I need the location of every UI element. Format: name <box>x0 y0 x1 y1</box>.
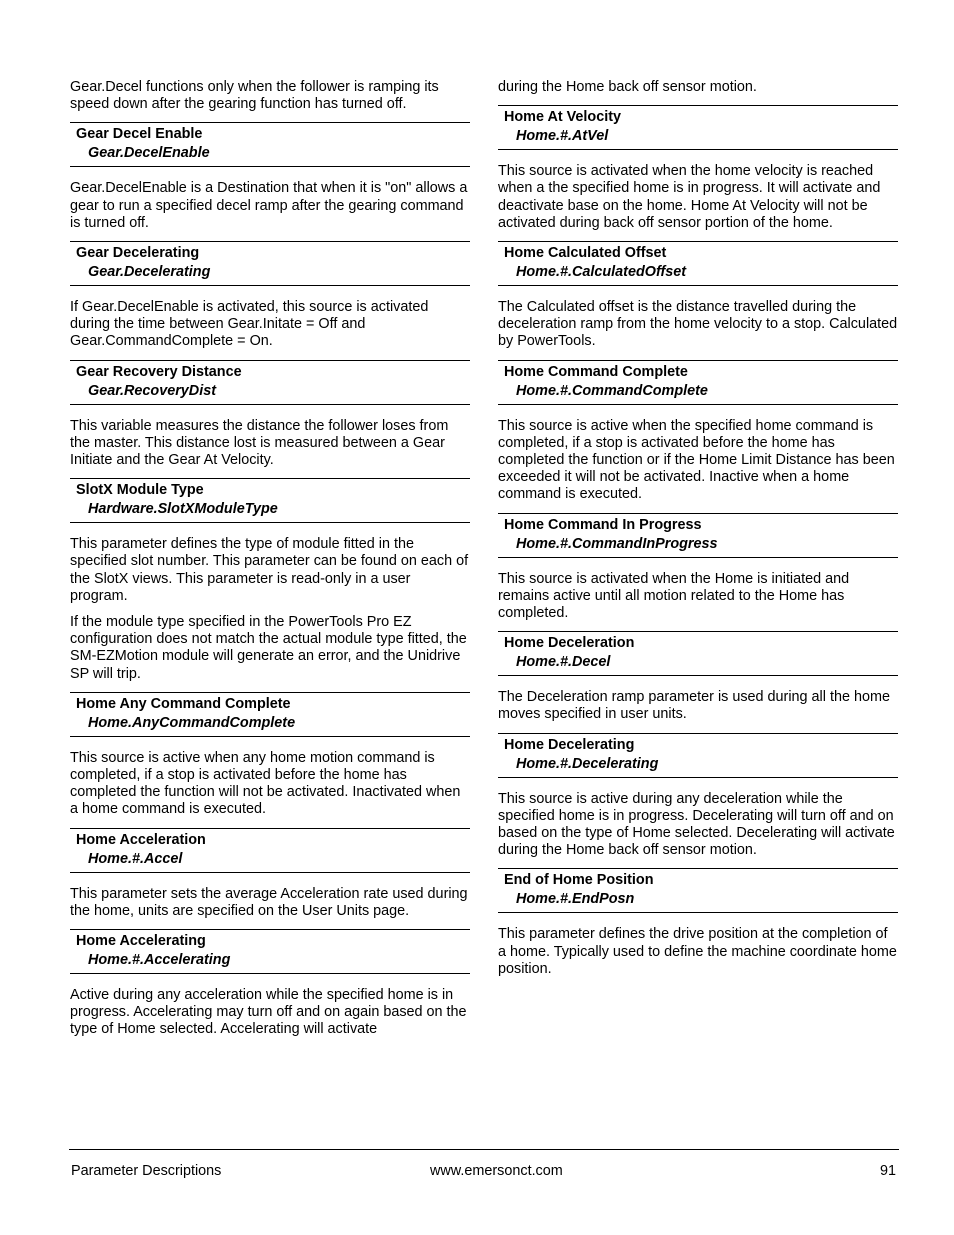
parameter-description: This variable measures the distance the follower loses from the master. This distance lost is measured between a Gear Initiate and the Gear At Velocity. <box>70 417 449 469</box>
parameter-description: This source is activated when the home velocity is reached when a the specified home is in progress. It will activate and deactivate base on the home. Home At Velocity will not be activated during back off sensor portion of the home. <box>498 163 881 231</box>
parameter-variable-name: Home.#.AtVel <box>516 128 609 145</box>
parameter-title: Gear Decelerating <box>76 245 200 262</box>
footer-section-title: Parameter Descriptions <box>71 1163 222 1179</box>
parameter-title: SlotX Module Type <box>76 482 204 499</box>
parameter-header <box>498 733 898 778</box>
parameter-description: Active during any acceleration while the specified home is in progress. Accelerating may turn off and on again based on the type of Home selected. Accelerating will activate <box>70 987 467 1038</box>
parameter-description: This parameter defines the drive position at the completion of a home. Typically used to define the machine coordinate home position. <box>498 926 897 977</box>
parameter-header <box>498 513 898 558</box>
parameter-description: This source is active when the specified home command is completed, if a stop is activated before the home has completed the function or if the Home Limit Distance has been exceeded it will not be activated. Inactive when a home command is executed. <box>498 417 895 503</box>
parameter-header <box>70 478 470 523</box>
parameter-variable-name: Gear.DecelEnable <box>88 145 210 162</box>
parameter-header <box>498 241 898 286</box>
left-column <box>70 79 470 1048</box>
parameter-title: End of Home Position <box>504 872 654 889</box>
parameter-variable-name: Home.AnyCommandComplete <box>88 714 296 731</box>
parameter-description: This source is activated when the Home is initiated and remains active until all motion related to the Home has completed. <box>498 570 850 622</box>
parameter-title: Home At Velocity <box>504 109 622 126</box>
parameter-description: Gear.DecelEnable is a Destination that when it is "on" allows a gear to run a specified decel ramp after the gearing command is turned off. <box>70 180 468 231</box>
parameter-variable-name: Gear.Decelerating <box>88 264 211 281</box>
parameter-title: Home Command Complete <box>504 363 688 380</box>
parameter-description: The Deceleration ramp parameter is used during all the home moves specified in user units. <box>498 689 890 723</box>
parameter-title: Home Command In Progress <box>504 516 702 533</box>
parameter-variable-name: Home.#.CalculatedOffset <box>516 264 687 281</box>
parameter-title: Home Deceleration <box>504 635 635 652</box>
parameter-description: If Gear.DecelEnable is activated, this source is activated during the time between Gear.Initate = Off and Gear.CommandComplete = On. <box>70 299 429 350</box>
parameter-description: The Calculated offset is the distance travelled during the deceleration ramp from the home velocity to a stop. Calculated by PowerTools. <box>498 299 898 350</box>
intro-paragraph: Gear.Decel functions only when the follower is ramping its speed down after the gearing function has turned off. <box>70 79 439 113</box>
parameter-header <box>70 360 470 405</box>
parameter-description: This parameter sets the average Acceleration rate used during the home, units are specified on the User Units page. <box>70 885 468 919</box>
parameter-description: This source is active during any deceleration while the specified home is in progress. Decelerating will turn off and on based on the type of Home selected. Decelerating will activate during the Home back off sensor motion. <box>498 790 895 859</box>
parameter-title: Home Accelerating <box>76 933 206 950</box>
parameter-title: Home Acceleration <box>76 831 206 848</box>
parameter-header <box>498 105 898 150</box>
parameter-variable-name: Gear.RecoveryDist <box>88 382 216 399</box>
parameter-description: This parameter defines the type of module fitted in the specified slot number. This parameter can be found on each of the SlotX views. This parameter is read-only in a user program. <box>70 536 469 604</box>
parameter-title: Home Any Command Complete <box>76 695 291 712</box>
parameter-title: Home Decelerating <box>504 736 635 753</box>
intro-paragraph: during the Home back off sensor motion. <box>498 79 757 95</box>
parameter-header <box>70 929 470 974</box>
right-column <box>498 79 898 987</box>
parameter-header <box>498 868 898 913</box>
parameter-header <box>498 360 898 405</box>
footer-page-number: 91 <box>880 1163 897 1179</box>
parameter-variable-name: Hardware.SlotXModuleType <box>88 501 278 518</box>
parameter-header <box>70 122 470 167</box>
parameter-title: Home Calculated Offset <box>504 245 667 262</box>
parameter-title: Gear Recovery Distance <box>76 363 242 380</box>
parameter-variable-name: Home.#.Decelerating <box>516 755 659 772</box>
parameter-variable-name: Home.#.CommandInProgress <box>516 535 718 552</box>
parameter-description: If the module type specified in the PowerTools Pro EZ configuration does not match the actual module type fitted, the SM-EZMotion module will generate an error, and the Unidrive SP will trip. <box>70 614 467 682</box>
parameter-variable-name: Home.#.CommandComplete <box>516 382 708 399</box>
parameter-variable-name: Home.#.EndPosn <box>516 891 635 908</box>
parameter-header <box>70 828 470 873</box>
parameter-title: Gear Decel Enable <box>76 126 203 143</box>
footer-url: www.emersonct.com <box>430 1163 563 1179</box>
parameter-header <box>70 241 470 286</box>
parameter-header <box>70 692 470 737</box>
parameter-variable-name: Home.#.Accel <box>88 850 183 867</box>
parameter-description: This source is active when any home motion command is completed, if a stop is activated before the home has completed the function will not be activated. Inactivated when a home command is executed. <box>70 749 461 818</box>
footer-divider <box>69 1149 899 1150</box>
parameter-header <box>498 631 898 676</box>
parameter-variable-name: Home.#.Accelerating <box>88 952 231 969</box>
parameter-variable-name: Home.#.Decel <box>516 654 611 671</box>
